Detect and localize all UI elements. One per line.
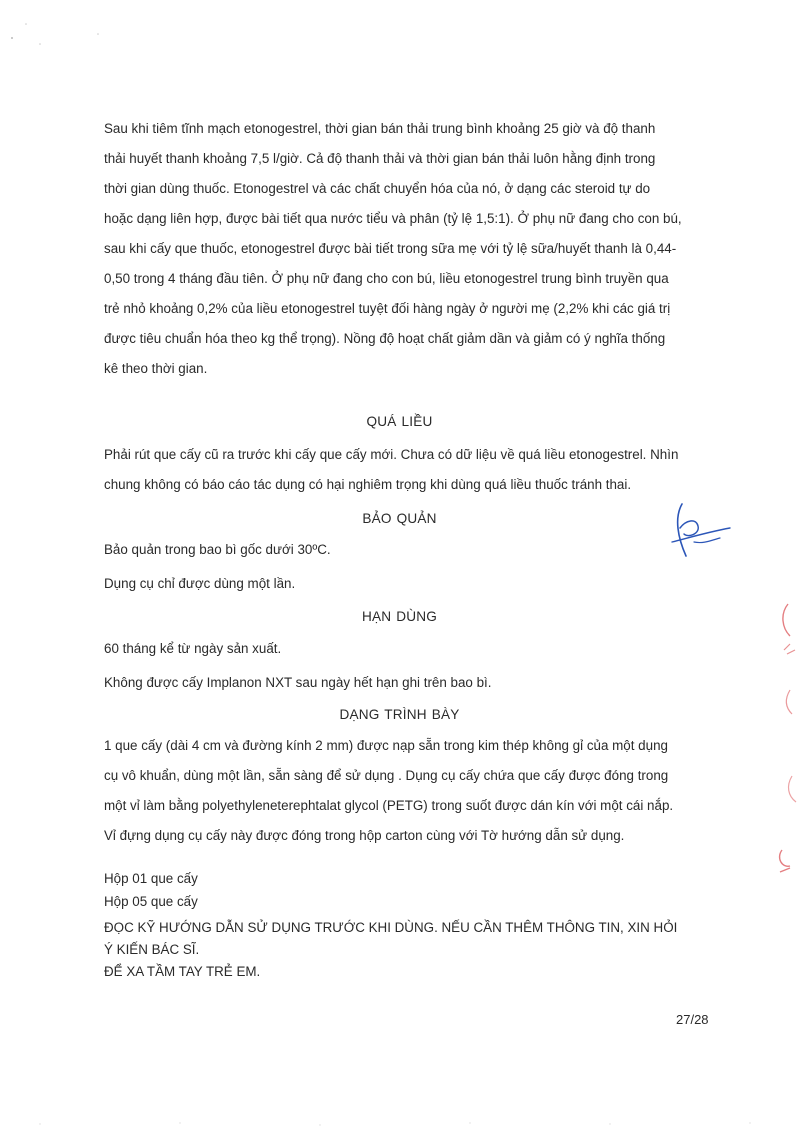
- text-line: một vỉ làm bằng polyethyleneterephtalat glycol (PETG) trong suốt được dán kín với một cái nắp.: [104, 798, 674, 813]
- bottom-speckles: [0, 1118, 799, 1130]
- storage-heading: BẢO QUẢN: [362, 511, 437, 526]
- overdose-heading: QUÁ LIỀU: [366, 414, 433, 429]
- scan-speckles: [0, 0, 120, 60]
- text-line: hoặc dạng liên hợp, được bài tiết qua nước tiểu và phân (tỷ lệ 1,5:1). Ở phụ nữ đang cho con bú,: [104, 211, 682, 226]
- text-line: thải huyết thanh khoảng 7,5 l/giờ. Cả độ thanh thải và thời gian bán thải luôn hằng định trong: [104, 151, 656, 166]
- shelf-life-line: 60 tháng kể từ ngày sản xuất.: [104, 641, 282, 656]
- pharmacokinetics-paragraph: [104, 114, 716, 384]
- presentation-paragraph: [104, 731, 716, 851]
- overdose-paragraph: [104, 440, 716, 500]
- text-line: chung không có báo cáo tác dụng có hại nghiêm trọng khi dùng quá liều thuốc tránh thai.: [104, 477, 632, 492]
- partial-stamp-edge: [762, 600, 799, 900]
- pack-1-line: Hộp 01 que cấy: [104, 871, 198, 886]
- text-line: 0,50 trong 4 tháng đầu tiên. Ở phụ nữ đang cho con bú, liều etonogestrel trung bình truyền qua: [104, 271, 669, 286]
- pack-5-line: Hộp 05 que cấy: [104, 894, 198, 909]
- shelf-life-heading: HẠN DÙNG: [361, 609, 438, 624]
- warning-line: ĐỌC KỸ HƯỚNG DẪN SỬ DỤNG TRƯỚC KHI DÙNG. NẾU CẦN THÊM THÔNG TIN, XIN HỎI: [104, 920, 678, 935]
- expiry-line: Không được cấy Implanon NXT sau ngày hết hạn ghi trên bao bì.: [104, 675, 492, 690]
- signature-mark: [664, 498, 734, 564]
- text-line: 1 que cấy (dài 4 cm và đường kính 2 mm) được nạp sẵn trong kim thép không gỉ của một dụng: [104, 738, 668, 753]
- text-line: kê theo thời gian.: [104, 361, 208, 376]
- warnings-block: [104, 917, 744, 983]
- page-number: 27/28: [676, 1012, 709, 1027]
- text-line: thời gian dùng thuốc. Etonogestrel và các chất chuyển hóa của nó, ở dạng các steroid tự do: [104, 181, 651, 196]
- text-line: Phải rút que cấy cũ ra trước khi cấy que cấy mới. Chưa có dữ liệu về quá liều etonogestrel. Nhìn: [104, 447, 679, 462]
- text-line: Sau khi tiêm tĩnh mạch etonogestrel, thời gian bán thải trung bình khoảng 25 giờ và độ thanh: [104, 121, 656, 136]
- warning-line: ĐỂ XA TẦM TAY TRẺ EM.: [104, 964, 261, 979]
- storage-line: Bảo quản trong bao bì gốc dưới 30ºC.: [104, 542, 331, 557]
- presentation-heading: DẠNG TRÌNH BÀY: [339, 707, 460, 722]
- text-line: trẻ nhỏ khoảng 0,2% của liều etonogestrel tuyệt đối hàng ngày ở người mẹ (2,2% khi các giá trị: [104, 301, 671, 316]
- warning-line: Ý KIẾN BÁC SĨ.: [104, 942, 200, 957]
- text-line: Vỉ đựng dụng cụ cấy này được đóng trong hộp carton cùng với Tờ hướng dẫn sử dụng.: [104, 828, 625, 843]
- text-line: sau khi cấy que thuốc, etonogestrel được bài tiết trong sữa mẹ với tỷ lệ sữa/huyết thanh là 0,44-: [104, 241, 677, 256]
- text-line: cụ vô khuẩn, dùng một lần, sẵn sàng để sử dụng . Dụng cụ cấy chứa que cấy được đóng trong: [104, 768, 669, 783]
- single-use-line: Dụng cụ chỉ được dùng một lần.: [104, 576, 296, 591]
- text-line: được tiêu chuẩn hóa theo kg thể trọng). Nồng độ hoạt chất giảm dần và giảm có ý nghĩa thống: [104, 331, 666, 346]
